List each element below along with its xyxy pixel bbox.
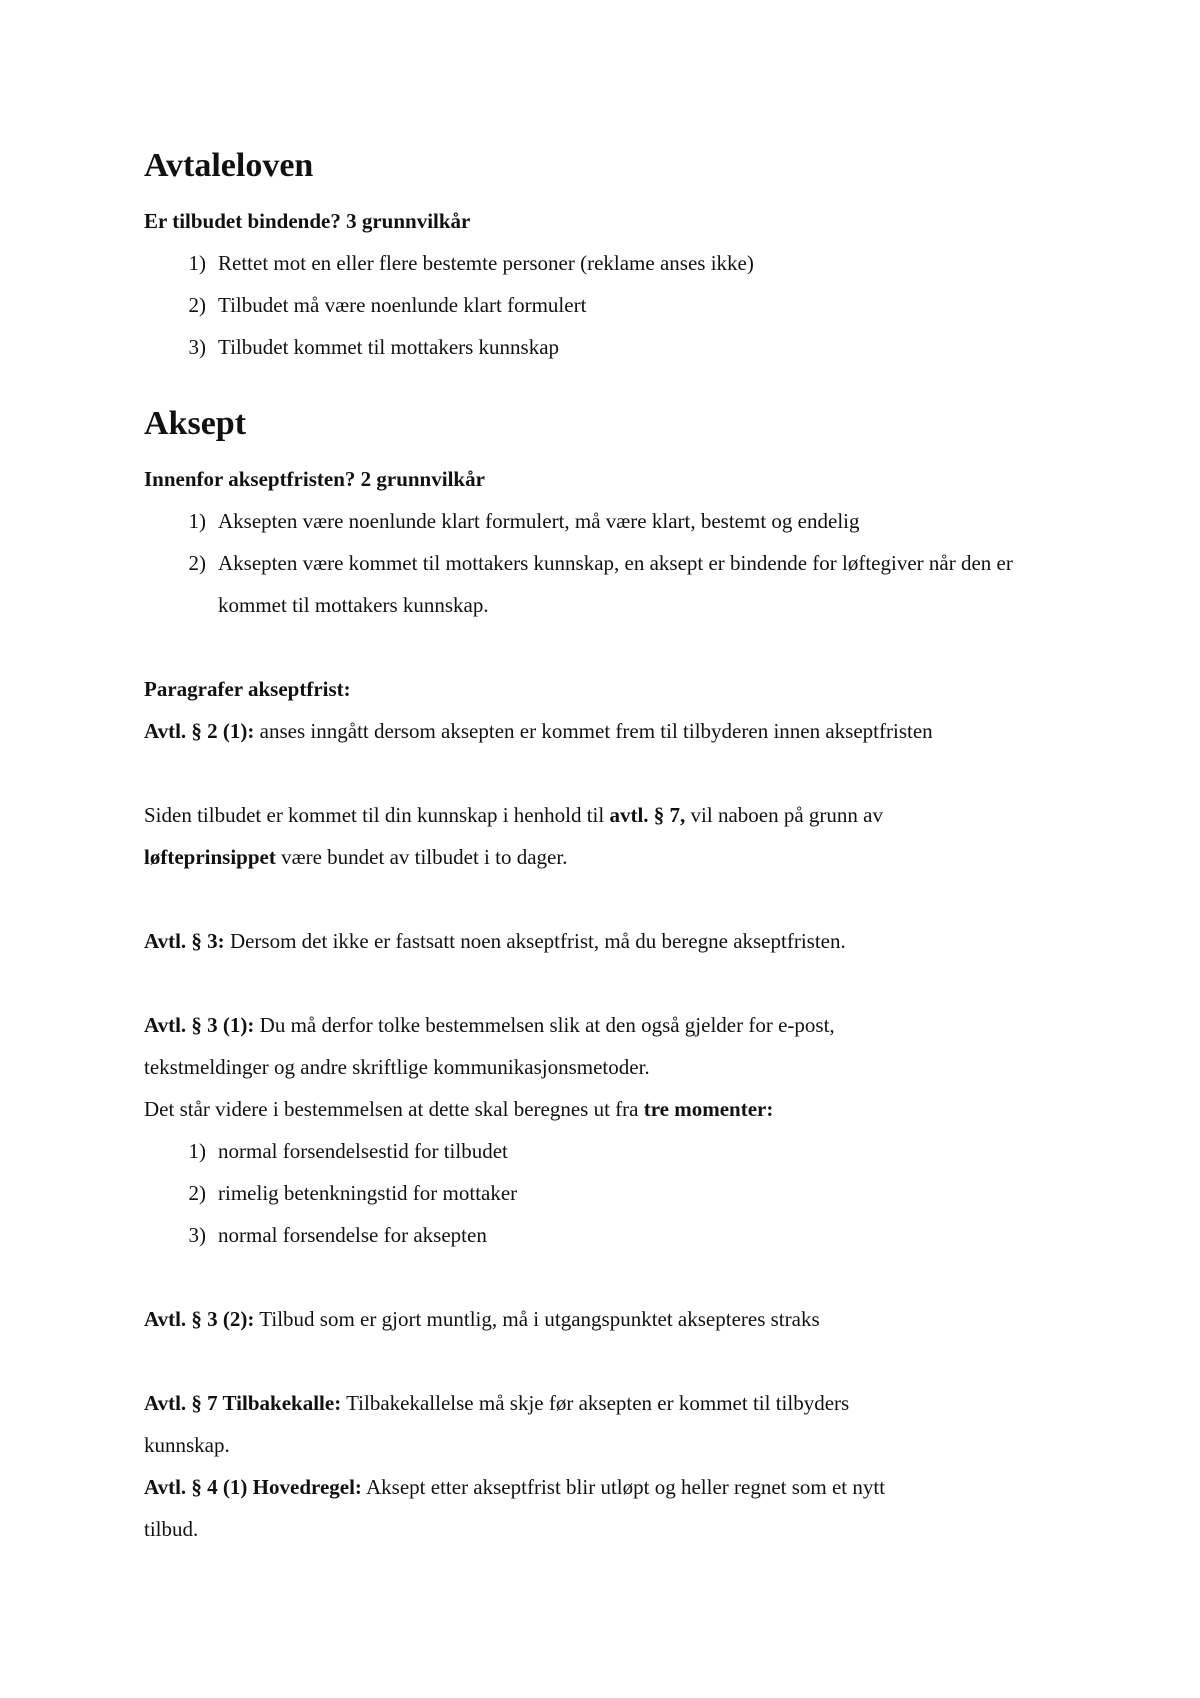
section-subtitle: Innenfor akseptfristen? 2 grunnvilkår: [144, 467, 485, 491]
law-reference: Avtl. § 7 Tilbakekalle:: [144, 1391, 342, 1415]
list-number: 3): [188, 335, 206, 359]
document-body: [144, 136, 1074, 1550]
paragraph-text: Siden tilbudet er kommet til din kunnskap i henhold til: [144, 803, 610, 827]
bold-term: tre momenter:: [643, 1097, 774, 1121]
list-item: [144, 1172, 1074, 1214]
paragraph-text: Tilbud som er gjort muntlig, må i utgangspunktet aksepteres straks: [254, 1307, 820, 1331]
paragraph-text: Du må derfor tolke bestemmelsen slik at den også gjelder for e-post,: [254, 1013, 835, 1037]
paragraph-avtl-7: [144, 1382, 1074, 1424]
law-reference: Avtl. § 4 (1) Hovedregel:: [144, 1475, 362, 1499]
section-title-aksept: Aksept: [144, 405, 247, 442]
paragraph-text: Det står videre i bestemmelsen at dette skal beregnes ut fra: [144, 1097, 644, 1121]
paragraph-siden: [144, 794, 1074, 836]
paragraph-avtl-3-1-cont: tekstmeldinger og andre skriftlige kommunikasjonsmetoder.: [144, 1055, 650, 1079]
list-item: [144, 1214, 1074, 1256]
list-text: Tilbudet må være noenlunde klart formulert: [218, 293, 587, 317]
section-title-avtaleloven: Avtaleloven: [144, 147, 314, 184]
paragraph-avtl-3-1: [144, 1004, 1074, 1046]
paragraph-avtl-3-2: [144, 1298, 1074, 1340]
list-text: Tilbudet kommet til mottakers kunnskap: [218, 335, 560, 359]
paragraph-siden-cont: [144, 836, 1074, 878]
paragraph-text: Aksept etter akseptfrist blir utløpt og heller regnet som et nytt: [361, 1475, 886, 1499]
list-number: 1): [188, 1139, 206, 1163]
law-reference: Avtl. § 3 (1):: [144, 1013, 255, 1037]
list-text: normal forsendelse for aksepten: [218, 1223, 487, 1247]
list-text: normal forsendelsestid for tilbudet: [218, 1139, 508, 1163]
list-item: [144, 1130, 1074, 1172]
paragraph-avtl-4-1-cont: tilbud.: [144, 1517, 199, 1541]
law-reference: Avtl. § 3:: [144, 929, 225, 953]
section-subtitle: Er tilbudet bindende? 3 grunnvilkår: [144, 209, 471, 233]
law-reference: avtl. § 7,: [609, 803, 686, 827]
paragraph-text: Dersom det ikke er fastsatt noen akseptfrist, må du beregne akseptfristen.: [224, 929, 846, 953]
paragraph-avtl-2-1: [144, 710, 1074, 752]
list-number: 2): [188, 551, 206, 575]
paragraph-text: vil naboen på grunn av: [685, 803, 883, 827]
list-item: [144, 242, 1074, 284]
list-item: [144, 542, 1074, 626]
paragraph-momenter: [144, 1088, 1074, 1130]
spacer: [144, 878, 1074, 920]
paragraph-avtl-7-cont: kunnskap.: [144, 1433, 230, 1457]
paragraph-avtl-4-1: [144, 1466, 1074, 1508]
list-number: 1): [188, 251, 206, 275]
paragraph-avtl-3: [144, 920, 1074, 962]
list-text: Rettet mot en eller flere bestemte personer (reklame anses ikke): [218, 251, 754, 275]
spacer: [144, 1256, 1074, 1298]
spacer: [144, 752, 1074, 794]
list-number: 2): [188, 293, 206, 317]
spacer: [144, 1340, 1074, 1382]
law-reference: Avtl. § 3 (2):: [144, 1307, 255, 1331]
list-item: [144, 284, 1074, 326]
paragraph-text: Tilbakekallelse må skje før aksepten er kommet til tilbyders: [341, 1391, 850, 1415]
paragraph-text: være bundet av tilbudet i to dager.: [275, 845, 568, 869]
list-text: Aksepten være noenlunde klart formulert, må være klart, bestemt og endelig: [218, 509, 860, 533]
spacer: [144, 626, 1074, 668]
list-text: Aksepten være kommet til mottakers kunnskap, en aksept er bindende for løftegiver når den er kommet til mottakers kunnskap.: [218, 551, 1013, 617]
paragraph-text: anses inngått dersom aksepten er kommet frem til tilbyderen innen akseptfristen: [254, 719, 933, 743]
list-item: [144, 326, 1074, 368]
list-number: 2): [188, 1181, 206, 1205]
list-text: rimelig betenkningstid for mottaker: [218, 1181, 518, 1205]
bold-term: løfteprinsippet: [144, 845, 276, 869]
paragraph-heading: Paragrafer akseptfrist:: [144, 677, 351, 701]
spacer: [144, 962, 1074, 1004]
list-item: [144, 500, 1074, 542]
law-reference: Avtl. § 2 (1):: [144, 719, 255, 743]
list-number: 3): [188, 1223, 206, 1247]
list-number: 1): [188, 509, 206, 533]
